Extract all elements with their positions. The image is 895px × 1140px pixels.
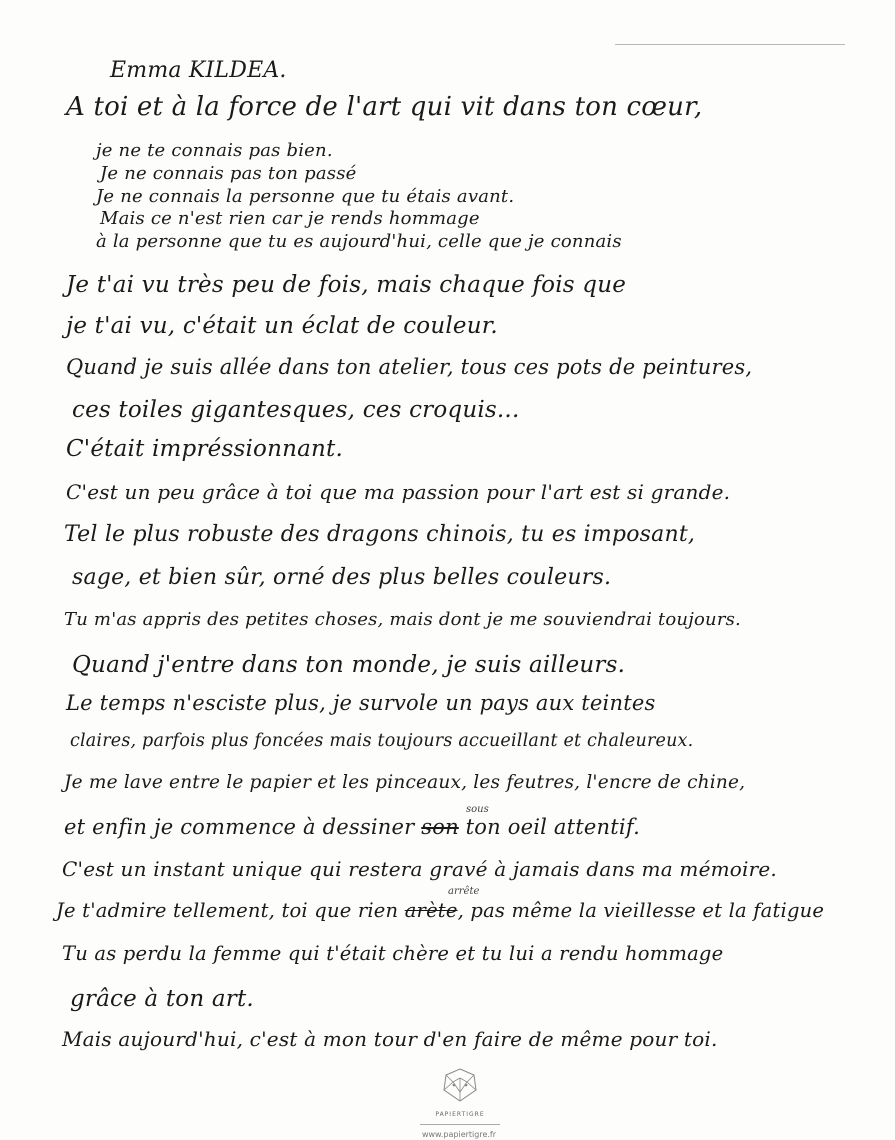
- brand-name: PAPIERTIGRE: [435, 1111, 485, 1118]
- tiger-head-icon: [441, 1066, 479, 1104]
- top-rule: [615, 44, 845, 45]
- body-line-8: sage, et bien sûr, orné des plus belles couleurs.: [72, 565, 612, 590]
- body-line-5: C'était impréssionnant.: [66, 436, 344, 462]
- correction-arrete: arrête: [448, 886, 480, 897]
- struck-word-arete: arète: [404, 899, 458, 922]
- body-line-10: Quand j'entre dans ton monde, je suis ailleurs.: [72, 652, 626, 678]
- body-line-6: C'est un peu grâce à toi que ma passion pour l'art est si grande.: [66, 480, 731, 504]
- body-line-11: Le temps n'esciste plus, je survole un pays aux teintes: [66, 691, 656, 715]
- body-line-12: claires, parfois plus foncées mais toujours accueillant et chaleureux.: [70, 731, 694, 751]
- body-line-16: [56, 899, 824, 922]
- body-line-4: ces toiles gigantesques, ces croquis...: [72, 397, 520, 423]
- intro-line-5: à la personne que tu es aujourd'hui, celle que je connais: [96, 231, 622, 252]
- body-line-3: Quand je suis allée dans ton atelier, tous ces pots de peintures,: [66, 355, 753, 379]
- closing-line-3: Mais aujourd'hui, c'est à mon tour d'en faire de même pour toi.: [62, 1027, 718, 1051]
- struck-word-son: son: [421, 815, 459, 839]
- author-name: Emma KILDEA.: [110, 58, 287, 83]
- line-14-end: ton oeil attentif.: [458, 815, 640, 839]
- closing-line-2: grâce à ton art.: [70, 986, 254, 1012]
- brand-url: www.papiertigre.fr: [421, 1130, 497, 1139]
- line-14-start: et enfin je commence à dessiner: [64, 815, 422, 839]
- body-line-7: Tel le plus robuste des dragons chinois, tu es imposant,: [64, 522, 696, 547]
- body-line-2: je t'ai vu, c'était un éclat de couleur.: [66, 313, 498, 339]
- intro-line-3: Je ne connais la personne que tu étais avant.: [96, 186, 515, 207]
- correction-sous: sous: [466, 804, 489, 815]
- bottom-rule: [420, 1124, 500, 1125]
- intro-line-1: je ne te connais pas bien.: [96, 140, 333, 161]
- intro-line-2: Je ne connais pas ton passé: [100, 163, 357, 184]
- intro-line-4: Mais ce n'est rien car je rends hommage: [100, 208, 480, 229]
- body-line-1: Je t'ai vu très peu de fois, mais chaque fois que: [66, 272, 627, 298]
- line-16-start: Je t'admire tellement, toi que rien: [56, 899, 405, 922]
- closing-line-1: Tu as perdu la femme qui t'était chère et tu lui a rendu hommage: [62, 942, 724, 965]
- body-line-9: Tu m'as appris des petites choses, mais dont je me souviendrai toujours.: [64, 609, 741, 630]
- body-line-13: Je me lave entre le papier et les pinceaux, les feutres, l'encre de chine,: [64, 772, 746, 793]
- line-16-end: , pas même la vieillesse et la fatigue: [457, 899, 825, 922]
- body-line-15: C'est un instant unique qui restera gravé à jamais dans ma mémoire.: [62, 857, 777, 881]
- dedication-line: A toi et à la force de l'art qui vit dans ton cœur,: [66, 92, 703, 122]
- body-line-14: [64, 815, 640, 839]
